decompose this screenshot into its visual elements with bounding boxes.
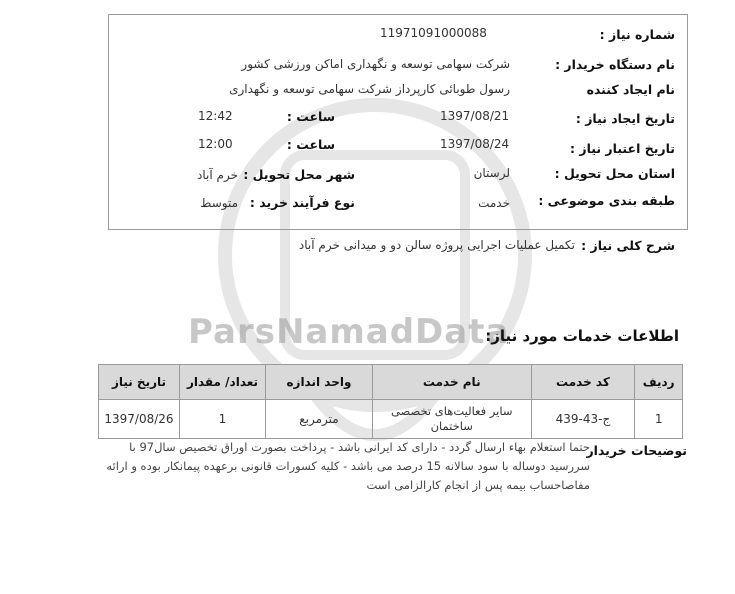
buyer-notes-label: توضیحات خریدار	[586, 443, 687, 458]
cell-service-code: ج-43-439	[531, 400, 635, 439]
col-unit: واحد اندازه	[266, 365, 373, 400]
services-header-row	[99, 365, 683, 400]
col-service-name: نام خدمت	[372, 365, 531, 400]
valid-date-label: تاریخ اعتبار نیاز :	[570, 141, 675, 156]
col-quantity: تعداد/ مقدار	[179, 365, 265, 400]
summary-text: تکمیل عملیات اجرایی پروژه سالن دو و میدانی خرم آباد	[298, 238, 575, 252]
buyer-value: شرکت سهامی توسعه و نگهداری اماکن ورزشی کشور	[241, 57, 510, 71]
province-label: استان محل تحویل :	[554, 166, 675, 181]
buyer-label: نام دستگاه خریدار :	[555, 57, 675, 72]
valid-date-value: 1397/08/24	[440, 137, 510, 151]
table-row	[99, 400, 683, 439]
process-value: متوسط	[200, 196, 238, 210]
created-time-value: 12:42	[198, 109, 233, 123]
process-label: نوع فرآیند خرید :	[249, 195, 355, 210]
col-need-date: تاریخ نیاز	[99, 365, 180, 400]
city-label: شهر محل تحویل :	[243, 167, 355, 182]
services-table	[98, 364, 683, 439]
cell-quantity: 1	[179, 400, 265, 439]
cell-row-number: 1	[635, 400, 683, 439]
creator-label: نام ایجاد کننده	[586, 82, 675, 97]
category-value: خدمت	[478, 196, 510, 210]
created-time-label: ساعت :	[286, 109, 335, 124]
creator-value: رسول طوبائی کارپرداز شرکت سهامی توسعه و نگهداری	[229, 82, 510, 96]
cell-need-date: 1397/08/26	[99, 400, 180, 439]
need-number-value: 11971091000088	[380, 26, 487, 40]
watermark-text: ParsNamadData	[188, 312, 510, 352]
city-value: خرم آباد	[197, 168, 238, 182]
need-number-label: شماره نیاز :	[599, 27, 675, 42]
province-value: لرستان	[473, 166, 510, 180]
created-date-value: 1397/08/21	[440, 109, 510, 123]
valid-time-label: ساعت :	[286, 137, 335, 152]
created-date-label: تاریخ ایجاد نیاز :	[575, 111, 675, 126]
category-label: طبقه بندی موضوعی :	[538, 193, 675, 208]
cell-unit: مترمربع	[266, 400, 373, 439]
cell-service-name: سایر فعالیت‌های تخصصی ساختمان	[372, 400, 531, 439]
col-row-number: ردیف	[635, 365, 683, 400]
col-service-code: کد خدمت	[531, 365, 635, 400]
summary-label: شرح کلی نیاز :	[581, 238, 675, 253]
services-title: اطلاعات خدمات مورد نیاز:	[485, 327, 679, 345]
valid-time-value: 12:00	[198, 137, 233, 151]
buyer-notes-text: حتما استعلام بهاء ارسال گردد - دارای کد ایرانی باشد - پرداخت بصورت اوراق تخصیص سال97 با سررسید دوساله با سود سالانه 15 درصد می باشد - کلیه کسورات قانونی برعهده پیمانکار بوده و ارائه مفاصاحساب بیمه پس از انجام کارالزامی است	[106, 440, 590, 492]
